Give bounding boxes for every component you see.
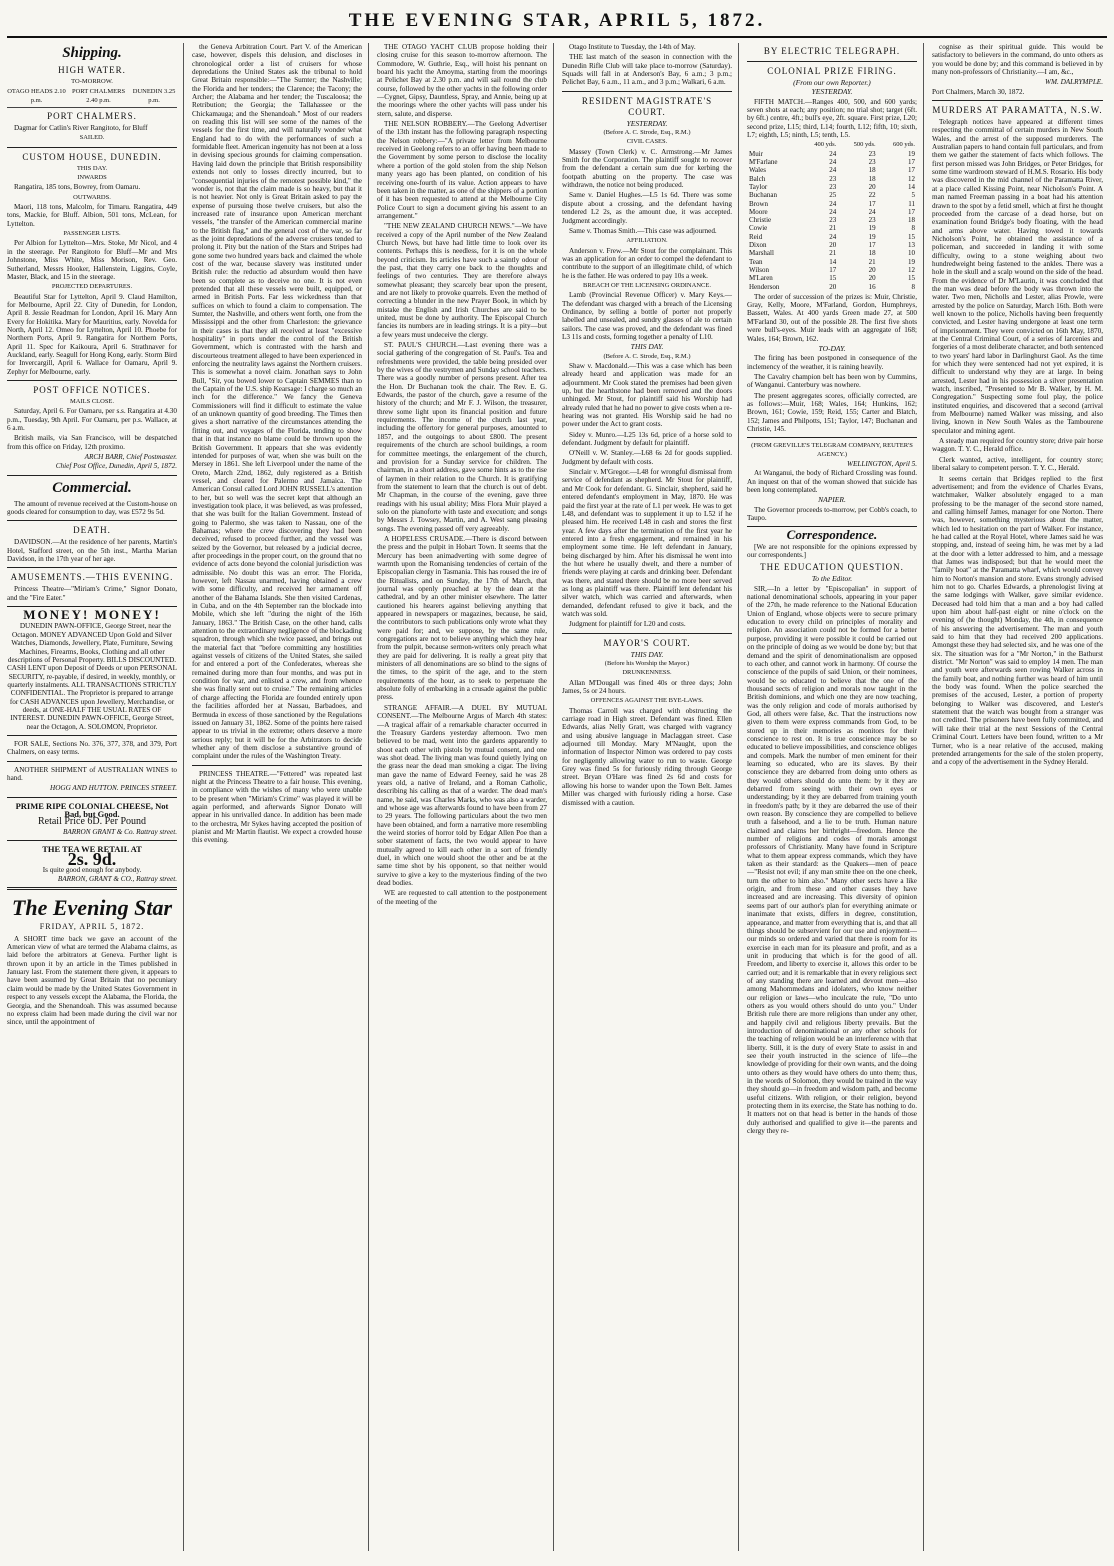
score-value: 24 bbox=[829, 166, 837, 175]
church-news-paragraph: "THE NEW ZEALAND CHURCH NEWS."—We have received a copy of the April number of the New Zealand Church News, but have had little time to look over its contents. Perhaps this is needless, for it is on the whole beyond criticism. Its articles have such a saintly odour of the past, that they carry one back to the thoughts and feelings of two centuries. They are therefore always somewhat pleasant; they scarcely bear upon the present, and are not likely to provoke quarrels. Even the method of correcting a blunder in the new Prayer Book, in which by mistake the English and Irish Churches are said to be united, must be done by authority. The Episcopal Church fancies its numbers are in leading strings. It is a pity—but a few years must undeceive the clergy. bbox=[377, 222, 547, 339]
divider bbox=[562, 633, 732, 634]
post-office-text-2: British mails, via San Francisco, will be despatched from this office on Friday, 12th proximo. bbox=[7, 434, 177, 451]
score-name: Brown bbox=[749, 199, 769, 208]
this-day-heading: THIS DAY. bbox=[630, 342, 664, 352]
score-name: Wales bbox=[749, 166, 766, 175]
column-5 bbox=[747, 43, 924, 1551]
yacht-club-paragraph: THE OTAGO YACHT CLUB propose holding their closing cruise for this season to-morrow afternoon. The Commodore, W. Guthrie, Esq., will hoist his pennant on board his yacht the Amoyma, starting from the moorings at Pelichet Bay at 2.30 p.m. and will sail round the club course, followed by the other yachts in the following order—Cygnet, Gipsy, Dauntless, Spray, and Annie, being up at the moorings where the other yachts will pass under his stern, salute, and disperse. bbox=[377, 43, 547, 118]
score-value: 24 bbox=[829, 149, 837, 158]
napier-dateline: NAPIER. bbox=[818, 495, 846, 505]
score-row bbox=[747, 224, 917, 232]
score-header: 500 yds. bbox=[853, 141, 876, 149]
score-name: Marshall bbox=[749, 249, 774, 258]
letter-continued: cognise as their spiritual guide. This would be satisfactory to believers in the command, do unto others as you would be done by; and this command is believed in by many non-professors of Christianity.—I am, &c., bbox=[932, 43, 1103, 77]
divider bbox=[7, 761, 177, 762]
score-row bbox=[747, 266, 917, 274]
cheese-ad-price: Retail Price 6D. Per Pound bbox=[37, 816, 147, 828]
reporter-credit: (From our own Reporter.) bbox=[793, 78, 871, 87]
court-case: Same v. Daniel Hughes.—L5 1s 6d. There was some dispute about a crossing, and the defendant having tendered L2 2s, as the amount due, it was accepted. Judgment accordingly. bbox=[562, 191, 732, 225]
murders-heading: MURDERS AT PARAMATTA, N.S.W. bbox=[932, 105, 1103, 116]
post-office-heading: POST OFFICE NOTICES. bbox=[33, 384, 151, 395]
score-value: 17 bbox=[829, 265, 837, 274]
divider bbox=[7, 567, 177, 568]
score-row bbox=[747, 166, 917, 174]
column-1 bbox=[7, 43, 184, 1551]
score-name: M'Laren bbox=[749, 274, 773, 283]
score-header: 400 yds. bbox=[814, 141, 837, 149]
court-case: Sidey v. Munro.—L25 13s 6d, price of a horse sold to defendant. Judgment by default for plaintiff. bbox=[562, 430, 732, 448]
columns bbox=[7, 43, 1107, 1551]
rm-court-heading: RESIDENT MAGISTRATE'S COURT. bbox=[581, 95, 713, 117]
this-day-label: THIS DAY. bbox=[76, 164, 108, 172]
outwards-label: OUTWARDS. bbox=[73, 193, 111, 201]
score-table bbox=[747, 141, 917, 290]
high-water-heading: HIGH WATER. bbox=[58, 65, 126, 75]
projected-text: Beautiful Star for Lyttelton, April 9. Claud Hamilton, for Melbourne, April 22. City of Dunedin, for London, April 8. Jessie Readman for London, April 16. Mary Ann Every for Hokitika. Mary for Mauritius, early. Novelda for North, April 12. Omeo for Lyttelton, April 10. Phoebe for Northern Ports, April 9. Rangatira for Northern Ports, April 11. Spec for Kaikoura, April 6. Strathnaver for Auckland, early. Seagull for Hong Kong, early. Storm Bird for Invercargill, April 6. Wallace for Oamaru, April 9. Zephyr for Melbourne, early. bbox=[7, 292, 177, 376]
divider bbox=[7, 887, 177, 890]
score-value: 19 bbox=[908, 257, 915, 266]
score-value: 15 bbox=[908, 232, 915, 241]
score-value: 20 bbox=[868, 274, 876, 283]
score-name: Reid bbox=[749, 232, 763, 241]
score-header-row bbox=[747, 141, 917, 149]
score-value: 14 bbox=[908, 182, 915, 191]
score-value: 8 bbox=[911, 224, 915, 233]
score-value: 20 bbox=[868, 265, 876, 274]
score-name: Dixon bbox=[749, 241, 767, 250]
score-value: 17 bbox=[908, 158, 915, 167]
for-sale-ad: FOR SALE, Sections No. 376, 377, 378, and 379, Port Chalmers, on easy terms. bbox=[7, 739, 177, 757]
divider bbox=[192, 765, 362, 766]
score-value: 21 bbox=[829, 249, 837, 258]
score-row bbox=[747, 233, 917, 241]
score-value: 23 bbox=[829, 182, 837, 191]
score-value: 15 bbox=[829, 274, 837, 283]
murders-text: Clerk wanted, active, intelligent, for country store; liberal salary to competent person. T. Y. C., Herald. bbox=[932, 455, 1103, 473]
breach-label: BREACH OF THE LICENSING ORDINANCE. bbox=[583, 281, 711, 289]
strange-affair-paragraph: STRANGE AFFAIR.—A DUEL BY MUTUAL CONSENT.—The Melbourne Argus of March 4th states:—A tragical affair of a remarkable character occurred in the Treasury Gardens yesterday afternoon. Two men believed to be mad, went into the gardens apparently to shoot each other with pistols by mutual consent, and one was shot dead. The living man was found quietly lying on the grass near the dead man smoking a cigar. The living man gave the name of Edward Feeney, said he was 28 years old, a native of Ireland, and a Roman Catholic, describing his calling as that of a warder. The dead man's name, he said, was Charles Marks, who was also a warder, and whose age was afterwards found to have been from 27 to 29 years. The following particulars about the two men have been obtained, and form a narrative more resembling the weird stories of horror told by Edgar Allen Poe than a sober statement of facts, the two would appear to have mutually agreed to kill each other in a sort of friendly duel, in which one would shoot the other and be at the same time shot by his opponent, so that neither would survive to give a key to the mysterious finding of the two dead bodies. bbox=[377, 703, 547, 888]
court-case: Same v. Thomas Smith.—This case was adjourned. bbox=[569, 226, 717, 235]
score-row bbox=[747, 183, 917, 191]
today-text: The present aggregates scores, officially corrected, are as follows:—Muir, 168; Wales, 164; Hunkins, 162; Brown, 161; Cowie, 159; Reid, 155; Carter and Blatch, 152; James and Philpotts, 151; Taylor, 147; Buchanan and Christie, 145. bbox=[747, 391, 917, 433]
court-case: Sinclair v. M'Gregor.—L48 for wrongful dismissal from service of defendant as shepherd. Mr Stout for plaintiff, and Mr Cook for defendant. G. Sinclair, shepherd, said he entered defendant's employment in May, 1870. He was paid the first year at the rate of L1 per week. He was to get L48, and defendant was to supplement it up to L52 if he pleased him. He received L48 in cash and stores the first year. A few days after the termination of the first year he entered into a fresh engagement, and remained in his employment some time. He left defendant in January, being discharged by him. After his dismissal he went into the hut where he usually dwelt, and there a number of friends were playing at cards and drinking beer. Defendant was there, and stated there should be no more beer served as long as plaintiff was there. Plaintiff lent defendant his silver watch, which was carried and afterwards, when demanded, defendant refused to give it back, and the watch was sold. bbox=[562, 468, 732, 618]
murders-text: A steady man required for country store; drive pair horse waggon. T. Y. C., Herald office. bbox=[932, 437, 1103, 454]
score-name: Tean bbox=[749, 257, 763, 266]
drunkenness-text: Allan M'Dougall was fined 40s or three days; John James, 5s or 24 hours. bbox=[562, 678, 732, 696]
divider bbox=[932, 100, 1103, 101]
amusements-heading: AMUSEMENTS.—THIS EVENING. bbox=[10, 572, 174, 583]
tea-ad-text: Is quite good enough for anybody. bbox=[42, 865, 142, 874]
institute-continued: Otago Institute to Tuesday, the 14th of May. bbox=[569, 43, 696, 51]
rm-court-before: (Before A. C. Strode, Esq., R.M.) bbox=[603, 129, 691, 137]
yesterday-label: YESTERDAY. bbox=[811, 87, 853, 97]
score-value: 11 bbox=[908, 199, 915, 208]
score-value: 17 bbox=[868, 241, 876, 250]
leader-continued: the Geneva Arbitration Court. Part V. of the American case, however, dispels this delusion, and discloses in chronological order a list of cruisers for whose depredations the United States ask the tribunal to hold Great Britain responsible:—"The Sumter; the Nashville; the Florida and her tenders; the Clarence; the Tacony; the Archer; the Alabama and her tender; the Tuscaloosa; the Retribution; the Georgia; the Tallahassee or the Chickamauga; and the Shenandoah." Most of our readers on reading this list will see some of the names of the vessels for the first time, and will naturally wonder what England had to do with the performances of such a formidable fleet. American ingenuity has not been at a loss in devising specious grounds for claiming compensation. Having laid down the principle that British responsibility extends not only to losses directly incurred, but to "consequential injuries of the remotest possible kind," the wonder is, not that the claim made is so heavy, but that it is not heavier. Not only is Great Britain asked to pay the expense of pursuing those twelve cruisers, but also the increased rate of insurance upon American merchant vessels, "the transfer of the American commercial marine to the British flag," and the general cost of the war, so far as the joint depredations of the adverse cruisers tended to prolong it. Pity but the nation of the Stars and Stripes had gone some two hundred years back and claimed the whole cost of the war, because slavery was instituted under British rule: the reductio ad absurdum would then have been so complete as to deceive no one. It is not even pretended that all these vessels were built, equipped, or armed in British Ports. Far less wickedness than that suffices on which to found a claim to compensation. The Sumter, the Nashville, and others went forth, one from the Mississippi and the other from Charleston: the grievance in their cases is that they all received at least "excessive hospitality" in ports under the control of the British Government, which is contrasted with the harsh and discourteous treatment alleged to have been experienced in enforcing the neutrality laws against the Northern cruisers. This is somewhat a novel claim. Jonathan says to John Bull, "Sir, you bowed lower to Captain SEMMES than to the Captain of the U.S. ship Kearsage: I charge so much an inch for the difference." We fancy the Geneva Commissioners will find it difficult to estimate the value of an unknown quantity of good breeding. The Times then gives a short narrative of the circumstances attending the fitting out, and voyages of the Florida, tending to show that in that instance no blame could be thrown upon the British Government. It appears that she was evidently intended for purposes of war, when she was built on the Mersey in 1861. She left Liverpool under the name of the Oreto, March 22nd, 1862, duly registered as a British vessel, and cleared for Palermo and Jamaica. The American Consul called Lord JOHN RUSSELL's attention to her, but so well was the secret kept that although an investigation took place, it was believed, as was professed, that she was built for the Italian Government. Instead of going to Palermo, she was taken to Nassau, one of the Bahamas; where the crew discovering they had been deceived, refused to proceed further, and the vessel was seized by the Governor, but released by a judicial decree, after proceedings in the proper court, on the ground that no evidence of acts done beyond the colonial jurisdiction was admissible. No doubt this was an error. The Florida, however, left Nassau unarmed, having obtained a crew with some difficulty, and received her armament off another of the Bahama Islands. She then visited Cardenas, in Cuba, and on the 4th September ran the blockade into Mobile, which she left "during the night of the 16th January, 1863." The British Case, on the other hand, calls attention to the extraordinary negligence of the blockading squadron, through which she twice passed, and brings out the material fact that "before committing any hostilities against vessels of citizens of the United States, she sailed for and entered a port of the Confederates, whereas she remained during more than four months, and was put in condition for war, and enlisted a crew, and from whence she was finally sent out to cruise." The remaining articles of charge affecting the Florida are founded entirely upon the facilities afforded her at Nassau, Barbadoes, and Bermuda in excess of those sanctioned by the Regulations issued on January 31, 1862. Some of the points here raised appear to us trivial in the extreme; others deserve a more serious reply; but it will be for the Arbitrators to decide whether any of them disclose a substantive ground of complaint under the rules of the Washington Treaty. bbox=[192, 43, 362, 761]
divider bbox=[7, 797, 177, 798]
score-value: 13 bbox=[908, 241, 915, 250]
passenger-label: PASSENGER LISTS. bbox=[63, 230, 121, 238]
score-name: Henderson bbox=[749, 282, 780, 291]
column-3 bbox=[377, 43, 554, 1551]
today-heading: TO-DAY. bbox=[818, 343, 846, 353]
score-row bbox=[747, 258, 917, 266]
score-value: 15 bbox=[908, 274, 915, 283]
affiliation-text: Anderson v. Frew.—Mr Stout for the complainant. This was an application for an order to compel the defendant to contribute to the support of an illegitimate child, of which he is the father. He was ordered to pay 10s a week. bbox=[562, 246, 732, 280]
score-value: 21 bbox=[868, 257, 876, 266]
score-value: 16 bbox=[868, 282, 876, 291]
correspondence-note: [We are not responsible for the opinions expressed by our correspondents.] bbox=[747, 542, 917, 560]
custom-house-heading: CUSTOM HOUSE, DUNEDIN. bbox=[22, 151, 162, 162]
letter-signature: WM. DALRYMPLE. bbox=[1045, 78, 1103, 87]
nelson-robbery-paragraph: THE NELSON ROBBERY.—The Geelong Advertiser of the 13th instant has the following paragraph respecting the Nelson robbery:—"A private letter from Melbourne received in Geelong refers to an offer having been made to the Government by some person to disclose the locality where a portion of the gold stolen from the ship Nelson many years ago has been planted, on condition of his receiving one-fourth of its value. Action appears to have been taken in the matter, as one of the shippers of a portion of it has been requested to attend at the Melbourne City Police Court to sign a document giving his assent to an arrangement." bbox=[377, 120, 547, 220]
score-value: 12 bbox=[908, 265, 915, 274]
score-value: 22 bbox=[868, 191, 876, 200]
bylaws-label: OFFENCES AGAINST THE BYE-LAWS. bbox=[590, 697, 704, 705]
score-value: 17 bbox=[908, 207, 915, 216]
score-value: 19 bbox=[908, 149, 915, 158]
column-2 bbox=[192, 43, 369, 1551]
outwards-text: Maori, 118 tons, Malcolm, for Timaru. Rangatira, 449 tons, Mackie, for Bluff. Albion, 501 tons, McLean, for Lyttelton. bbox=[7, 203, 177, 228]
wellington-text: At Wanganui, the body of Richard Crossling was found. An inquest on that of the woman showed that suicide has been long contemplated. bbox=[747, 469, 917, 495]
score-value: 23 bbox=[868, 216, 876, 225]
paper-date: FRIDAY, APRIL 5, 1872. bbox=[39, 922, 145, 932]
score-value: 21 bbox=[829, 224, 837, 233]
score-row bbox=[747, 241, 917, 249]
bylaws-text: Thomas Carroll was charged with obstructing the carriage road in High street. Defendant was fined. Ellen Edwards, alias Nelly Gratt, was charged with vagrancy and using abusive language in Maclaggan street. Case adjourned till Monday. Mary M'Naught, upon the information of Inspector Nimon was ordered to pay costs for negligently allowing water to run to waste. George Grey was fined 5s for furiously riding through George street. Bryan O'Hare was fined 2s 6d and costs for allowing his horse to wander upon the Town Belt. James Miller was charged with furiously riding a horse. Case dismissed with a caution. bbox=[562, 706, 732, 807]
divider bbox=[7, 520, 177, 521]
projected-label: PROJECTED DEPARTURES. bbox=[51, 283, 133, 291]
mayors-court-before: (Before his Worship the Mayor.) bbox=[604, 660, 690, 667]
high-water-sub: TO-MORROW. bbox=[71, 78, 113, 85]
paper-title: The Evening Star bbox=[11, 895, 173, 921]
tide-port-chalmers: PORT CHALMERS 2.40 p.m. bbox=[71, 88, 126, 104]
score-name: Cowie bbox=[749, 224, 768, 233]
score-value: 19 bbox=[868, 224, 876, 233]
score-row bbox=[747, 200, 917, 208]
divider bbox=[7, 735, 177, 736]
score-row bbox=[747, 283, 917, 291]
wellington-dateline: WELLINGTON, April 5. bbox=[846, 459, 917, 468]
passenger-text: Per Albion for Lyttelton—Mrs. Stoke, Mr Nicol, and 4 in the steerage. Per Rangitoto for Bluff—Mr and Mrs Johnstone, Miss White, Miss Morison, Rev. Geo. Sutherland, Messrs Hooker, Hallenstein, Liggins, Coyle, Master, Black, and 15 in the steerage. bbox=[7, 239, 177, 281]
amusements-text: Princess Theatre—"Miriam's Crime," Signor Donato, and the "Fire Eater." bbox=[7, 585, 177, 602]
post-office-text: Saturday, April 6. For Oamaru, per s.s. Rangatira at 4.30 p.m., Tuesday, 9th April. For Oamaru, per p.s. Wallace, at 6 a.m. bbox=[7, 407, 177, 432]
score-value: 23 bbox=[829, 174, 837, 183]
commercial-text: The amount of revenue received at the Custom-house on goods cleared for consumption to day, was £572 9s 5d. bbox=[7, 499, 177, 517]
murders-text: It seems certain that Bridges replied to the first advertisement; and from the evidence of Charles Evans, watchmaker, Walker absolutely engaged to a man professing to be the manager of the second store named, and calling himself James, manager for one Norton. There was, however, something mysterious about the matter, which led to hesitation on the part of Walker. For instance, he had called at the Royal Hotel, where James said he was stopping, and, instead of seeing him, he was met by a lad at the door with a letter addressed to him, and a message that James was indisposed; but that he would meet the "family boat" at the Paramatta wharf, which would convey him to Norton's mansion and store. Evans strongly advised him not to go. Charles Edwards, a phrenologist living at the same lodgings with Walker, gave similar evidence. Deceased had told him that a man and a boy had called upon him about half-past eight or nine o'clock on the evening of (he thought) Monday, the 4th, in consequence of his answering the advertisement. The man and youth said to him that they had received 200 applications. Amongst these they had selected six, and he was one of the six. The situation was for a "Mr Norton," in the Bathurst district. "Mr Norton" was said to employ 14 men. The man and youth were afterwards seen rowing Walker across in the family boat, and nothing further was heard of him until the body was found. When the police searched the premises of the accused, Lester, a portion of property belonging to Walker was discovered, and Lester's statement that the watch was bought from a stranger was not credited. The prisoners have been fully committed, and will take their trial at the next Sessions of the Central Criminal Court. Letters have been found, written to a Mr Turner, who is a near relative of the accused, making pretended arrangements for the sale of the stolen property, and a copy of the advertisement in the Sydney Herald. bbox=[932, 474, 1103, 767]
newspaper-page bbox=[7, 6, 1107, 1554]
divider bbox=[7, 147, 177, 148]
score-header: 600 yds. bbox=[892, 141, 915, 149]
inwards-label: INWARDS bbox=[77, 174, 107, 182]
column-4 bbox=[562, 43, 739, 1551]
column-6 bbox=[932, 43, 1107, 1551]
score-row bbox=[747, 208, 917, 216]
tide-otago: OTAGO HEADS 2.10 p.m. bbox=[7, 88, 66, 104]
prize-order-text: The order of succession of the prizes is: Muir, Christie, Gray, Kelly, Moore, M'Farland, Gordon, Humphreys, Bassett, Wales. At 400 yards Green made 27, at 500 M'Farland 30, out of the possible 28. The first five shots were bull's-eyes. Muir leads with an aggregate of 168; Wales, 164; Brown, 162. bbox=[747, 292, 917, 343]
score-value: 24 bbox=[829, 207, 837, 216]
post-office-signature: ARCH BARR, Chief Postmaster. bbox=[84, 453, 177, 462]
civil-cases-label: CIVIL CASES. bbox=[626, 138, 668, 146]
score-value: 17 bbox=[868, 199, 876, 208]
court-case: O'Neill v. W. Stanley.—L68 6s 2d for goods supplied. Judgment by default with costs. bbox=[562, 449, 732, 466]
telegraph-heading: BY ELECTRIC TELEGRAPH. bbox=[763, 46, 901, 56]
prize-firing-heading: COLONIAL PRIZE FIRING. bbox=[767, 66, 897, 76]
score-name: Christie bbox=[749, 216, 772, 225]
score-row bbox=[747, 274, 917, 282]
death-text: DAVIDSON.—At the residence of her parents, Martin's Hotel, Stafford street, on the 5th inst., Martha Marian Davidson, in the 17th year of her age. bbox=[7, 538, 177, 564]
this-day-before: (Before A. C. Strode, Esq., R.M.) bbox=[603, 352, 691, 360]
notice-paragraph: WE are requested to call attention to the postponement of the meeting of the bbox=[377, 889, 547, 906]
score-value: 20 bbox=[829, 241, 837, 250]
divider bbox=[747, 437, 917, 438]
score-name: M'Farlane bbox=[749, 158, 778, 167]
score-value: 24 bbox=[829, 232, 837, 241]
score-row bbox=[747, 158, 917, 166]
mails-close-label: MAILS CLOSE. bbox=[69, 397, 115, 405]
score-value: 18 bbox=[868, 166, 876, 175]
murders-text: Telegraph notices have appeared at different times respecting the committal of certain murders in New South Wales, and the arrest of the supposed murderers. The Australian papers to hand contain full particulars, and from them we gather the statement of facts which follows. The first person missed was John Bridges, or Peter Bridges, for some time wardroom steward of H.M.S. Rosario. His body was discovered in the mid channel of the Paramatta River, at a place called Kissing Point, near Nicholson's Point. A man named Freeman passing in a boat had his attention drawn to the spot by a fetid smell, which at first he thought proceeded from the carcase of a dead horse, but on examination found Bridge's body floating, with the head and arms above water. Having towed it towards Nicholson's Point, he obtained the assistance of a policeman, and succeeded in landing it with some difficulty, owing to a stone weighing about two hundredweight being fastened to the ankles. There was a hole in the skull and a scalp wound on the side of the head. From the evidence of Dr M'Laurin, it was concluded that the man was dead before the body was thrown into the water. Two men, Nicholls and Lester, alias Prowle, were arrested by the police on Saturday, March 16th. Both were well known to the police, Nicholls having been frequently convicted, and Lester having undergone at least one term of imprisonment. They were convicted on 16th May, 1870, at the Central Criminal Court, of a series of larcenies and forgeries of a most deliberate character, and both sentenced to two years' hard labor in Darlinghurst Gaol. As the time for which they were sentenced had not yet expired, it is difficult to understand why they are at large. In being arrested, Lester had in his possession a silver presentation watch, inscribed, "Presented to Mr B. Walker, by H. M. Congregation." Suspecting some foul play, the police instituted enquiries, and discovered that a second (arrival from Melbourne) named Walker was missing, and also living, known in New South Wales as the Tambourene speculator and mining agent. bbox=[932, 118, 1103, 435]
score-value: 19 bbox=[868, 232, 876, 241]
death-heading: DEATH. bbox=[73, 525, 111, 536]
score-row bbox=[747, 216, 917, 224]
napier-text: The Governor proceeds to-morrow, per Cobb's coach, to Taupo. bbox=[747, 505, 917, 523]
hopeless-crusade-paragraph: A HOPELESS CRUSADE.—There is discord between the press and the pulpit in Hobart Town. It seems that the Mercury has been animadverting with some degree of warmth upon the Romanising tendencies of certain of the Episcopalian clergy in Tasmania. This has roused the ire of the Ritualists, and on Sunday, the 17th of March, that journal was openly preached at by the dean at the cathedral, and by an other minister elsewhere. The latter cautioned his hearers against believing anything that appeared in newspapers or magazines, because, he said, the contributors to such publications only wrote what they were paid for; and, we suppose, by the same rule, congregations are not to believe anything which they hear from the pulpit, because sermon-writers only preach what they are paid for delivering. It is really a great pity that ministers of all denominations are so blind to the signs of the times, to the spirit of the age, and to the stern requirements of the hour, as to seek to perpetuate the absolute folly of embarking in a crusade against the public press. bbox=[377, 534, 547, 702]
greville-credit: (FROM GREVILLE'S TELEGRAM COMPANY, REUTER'S AGENCY.) bbox=[751, 442, 913, 458]
score-value: 23 bbox=[829, 216, 837, 225]
score-name: Taylor bbox=[749, 182, 768, 191]
score-name: Muir bbox=[749, 149, 763, 158]
letter-dateline: Port Chalmers, March 30, 1872. bbox=[932, 87, 1025, 96]
divider bbox=[562, 91, 732, 92]
score-row bbox=[747, 175, 917, 183]
score-name: Moore bbox=[749, 207, 768, 216]
tea-ad-price: 2s. 9d. bbox=[67, 849, 117, 870]
st-pauls-paragraph: ST. PAUL'S CHURCH.—Last evening there was a social gathering of the congregation of St. Paul's. Tea and refreshments were provided, the table being presided over by the wives of the vestrymen and Sunday school teachers. There was a goodly number of persons present. After tea the Hon. Dr Buchanan took the chair. The Rev. E. G. Edwards, the pastor of the church, gave a resume of the history of the church; and Mr F. J. Wilson, the treasurer, threw some light upon its financial position and future requirements. The income of the church last year, including the offertory for general purposes, amounted to 1857, and the outgoings to about £800. The present requirements of the church are school buildings, a room for committee meetings, the enlargement of the church, and provision for a Sunday service for children. The chairman, in a short address, gave some hints as to the rise of laymen in their relation to the Church. It is gratifying from the statement to learn that the church is out of debt. Mr Chapman, in the course of the evening, gave three readings with his usual ability; Miss Flora Muir played a solo on the pianoforte with taste and execution; and songs by Messrs J. Towsey, Martin, and A. West sang pleasing songs. The evening passed off very agreeably. bbox=[377, 341, 547, 533]
shipping-heading: Shipping. bbox=[62, 45, 122, 61]
score-value: 8 bbox=[911, 282, 915, 291]
cheese-ad-heading: PRIME RIPE COLONIAL CHEESE, Not Bad, but Good. bbox=[15, 800, 169, 819]
inwards-text: Rangatira, 185 tons, Bowrey, from Oamaru. bbox=[14, 183, 141, 192]
post-office-signature-2: Chief Post Office, Dunedin, April 5, 1872. bbox=[55, 462, 177, 471]
mayors-court-day: THIS DAY. bbox=[630, 649, 664, 659]
court-case: Shaw v. Macdonald.—This was a case which has been already heard and application was made for an adjournment. Mr Cook stated the premises had been given up, but the hearthstone had been removed and the doors unhinged. Mr Stout, for plaintiff said his Worship had already ruled that he had no power to give costs when a re-hearing was not granted. His Worship said he had no power under the Act to grant costs. bbox=[562, 362, 732, 429]
score-value: 18 bbox=[868, 174, 876, 183]
breach-text: Lamb (Provincial Revenue Officer) v. Mary Keys.—The defendant was charged with a breach of the Licensing Ordinance, by selling a bottle of porter not properly labelled and unsealed, and sundry glasses of ale to certain sailors. The case was proved, and the defendant was fined L3 11s and costs, forming together a penalty of L10. bbox=[562, 291, 732, 341]
score-value: 23 bbox=[868, 158, 876, 167]
score-value: 18 bbox=[868, 249, 876, 258]
score-name: Buchanan bbox=[749, 191, 777, 200]
court-case: Judgment for plaintiff for L20 and costs. bbox=[569, 620, 686, 629]
wines-ad: ANOTHER SHIPMENT of AUSTRALIAN WINES to hand. bbox=[7, 765, 177, 782]
today-text: The firing has been postponed in consequence of the inclemency of the weather, it is raining heavily. bbox=[747, 354, 917, 371]
score-value: 18 bbox=[908, 216, 915, 225]
score-value: 5 bbox=[911, 191, 915, 200]
tide-dunedin: DUNEDIN 3.25 p.m. bbox=[132, 88, 176, 104]
score-value: 14 bbox=[829, 257, 837, 266]
education-letter: SIR,—In a letter by "Episcopalian" in support of national denominational schools, appearing in your paper of the 27th, he made reference to the National Education Union of England, whose objects were to secure primary education to every child on principles of morality and religion. An association could not be formed for a better purpose, providing it were possible it could be carried out on the principle of doing as we would be done by; but that demand and the spirit of denominationalism are opposed to each other, and cannot work in harmony. Of course the conscience of the pupils of said Union, or their nominees, would be so educated to believe that the one of the thousand sects of religion and morals now taught in the British dominions, and which one they are now teaching, was the only religion and code of morals authorised by God, all others were false, &c. That the instructions now given to them were express commands from God, to be stored up in their memories as monitors for their conscience to rest on. It is true conscience may be so educated to believe impossibilities, and conscience obliges and compels. Mark the number of men eminent for their learning so educated, who are its slaves. By their conscience they are debarred from doing unto others as they would others should do unto them: by it they are debarred from seeing with their own eyes or understanding; by it they are debarred from training youth in freedom's path; by it they are debarred the use of their own reason. By conscience they are compelled to believe truth a falsehood, and a lie to be truth. Human nature claimed and claims her birthright—freedom. Hence the number of religions and codes of morals amongst professors of Christianity. Many have found in Scripture what to them appear express commands, which they have taken as their standard: as the Quakers—men of peace—"Resist not evil; if any man smite thee on the one cheek, turn the other to him also." Many other sects have a like origin, and from these and other causes they have increased and are increasing. This diversity of opinion seems part of our author's plan for everything animate or inanimate that exists, differs in degree, constitution, appearance, and matter from everything that is, and that all things should be subservient for our use and enjoyment—our minds so ordered and varied that there is room for its exercise in each man for its pleasure and profit, and as a unit in producing that which is for the good of all. Freedom, and liberty to exercise it, allows this order to be carried out; and it is remarkable that in every religious sect of any standing there are learned and devout men—also among Mahommedans and idolaters, who know neither our religion or laws—who inculcate the rule, "Do unto others as you would others should do unto you." Under British rule there are more religions than under any other, and happily civil and religious liberty prevails. But the introduction of denominational or any other schools for the teaching of religion would be an interference with that liberty. Still, it is the duty of every State to assist in and see their youth instructed in the science of life—the knowledge of providing for their own wants, and the doing unto others as they would have others do unto them; thus, in the words of Solomon, they would be trained in the way they should go—in freedom and wisdom path, and become useful citizens. With religion, or their religion, beyond protecting them in its exercise, the State has nothing to do. It matters not on that head is better in the hands of those duly authorised and qualified to give it—the parents and clergy they re- bbox=[747, 584, 917, 1136]
divider bbox=[7, 380, 177, 381]
score-value: 24 bbox=[868, 207, 876, 216]
tea-ad-signature: BARRON, GRANT & CO., Rattray street. bbox=[57, 875, 177, 884]
score-value: 12 bbox=[908, 174, 915, 183]
score-row bbox=[747, 150, 917, 158]
score-name: Wilson bbox=[749, 265, 769, 274]
divider bbox=[7, 475, 177, 476]
score-row bbox=[747, 249, 917, 257]
score-name: Balch bbox=[749, 174, 766, 183]
score-value: 20 bbox=[829, 282, 837, 291]
today-text: The Cavalry champion belt has been won by Cummins, of Wanganui. Canterbury was nowhere. bbox=[747, 372, 917, 390]
divider bbox=[7, 840, 177, 841]
to-editor-label: To the Editor. bbox=[811, 574, 853, 584]
drunkenness-label: DRUNKENNESS. bbox=[622, 669, 672, 677]
port-chalmers-text: Dagmar for Catlin's River Rangitoto, for Bluff bbox=[14, 124, 148, 133]
score-value: 24 bbox=[829, 158, 837, 167]
score-header bbox=[747, 141, 799, 149]
money-ad-heading: MONEY! MONEY! bbox=[23, 607, 161, 623]
correspondence-heading: Correspondence. bbox=[786, 527, 878, 543]
tea-ad-heading: THE TEA WE RETAIL AT bbox=[42, 844, 142, 855]
education-heading: THE EDUCATION QUESTION. bbox=[760, 562, 904, 573]
score-value: 10 bbox=[908, 249, 915, 258]
score-value: 17 bbox=[908, 166, 915, 175]
score-value: 24 bbox=[829, 199, 837, 208]
score-value: 23 bbox=[868, 149, 876, 158]
score-value: 25 bbox=[829, 191, 837, 200]
pawn-office-ad: DUNEDIN PAWN-OFFICE, George Street, near the Octagon. MONEY ADVANCED Upon Gold and Silver Watches, Diamonds, Jewellery, Plate, Furniture, Sewing Machines, Firearms, Books, Clothing and all other descriptions of Personal Property. BILLS DISCOUNTED. CASH LENT upon Deposit of Deeds or upon PERSONAL SECURITY, re-payable, if desired, in weekly, monthly, or quarterly instalments. ALL TRANSACTIONS STRICTLY CONFIDENTIAL. The Proprietor is prepared to arrange for CASH ADVANCES upon Jewellery, Merchandise, or deeds, at ONE-HALF THE USUAL RATES OF INTEREST. DUNEDIN PAWN-OFFICE, George Street, near the Octagon, A. SOLOMON, Proprietor. bbox=[7, 622, 177, 731]
princess-theatre-paragraph: PRINCESS THEATRE.—"Fettered" was repeated last night at the Princess Theatre to a fair house. This evening, in compliance with the wishes of many who were unable to be present when "Miriam's Crime" was played it will be again performed, and afterwards Signor Donato will appear in his unrivalled dance. In addition has been made to the orchestra, Mr Sykes having accepted the position of pianist and Mr Martin flautist. We expect a crowded house this evening. bbox=[192, 769, 362, 845]
tide-table bbox=[7, 88, 177, 108]
cheese-ad-signature: BARRON GRANT & Co. Rattray street. bbox=[63, 827, 177, 836]
divider bbox=[747, 61, 917, 62]
leader-text: A SHORT time back we gave an account of the American view of what are termed the Alabama claims, as laid before the arbitrators at Geneva. Further light is thrown upon it by an article in the Times published in January last. From the statement there given, it appears to have been assumed by Great Britain that no pecuniary claim would be made by the United States Government in respect to any vessels except the Alabama, the Florida, the Georgia, and the Shenandoah. This was assumed because no express claim had been made during the civil war nor since, until the appointment of bbox=[7, 934, 177, 1027]
rifle-match-paragraph: THE last match of the season in connection with the Dunedin Rifle Club will take place to-morrow (Saturday). Squads will fall in at Anderson's Bay, 6 a.m.; 3 p.m.; Pelichet Bay, 6 a.m., 11 a.m., and 3 p.m.; Walkari, 6 a.m. bbox=[562, 53, 732, 87]
commercial-heading: Commercial. bbox=[52, 479, 132, 496]
wines-ad-signature: HOGG AND HUTTON. PRINCES STREET. bbox=[50, 784, 177, 793]
score-row bbox=[747, 191, 917, 199]
masthead: THE EVENING STAR, APRIL 5, 1872. bbox=[7, 6, 1107, 38]
rm-court-day: YESTERDAY. bbox=[626, 118, 668, 128]
score-body bbox=[747, 150, 917, 291]
sailed-heading: SAILED. bbox=[79, 134, 105, 142]
score-value: 20 bbox=[868, 182, 876, 191]
fifth-match-text: FIFTH MATCH.—Ranges 400, 500, and 600 yards; seven shots at each; any position; no trial shot; target (6ft. by 6ft.) centre, 4ft.; bull's eye, 2ft. square. First prize, L20; second prize, L15; third, L14; fourth, L12; fifth, 10; sixth, L7; eighth, L5; ninth, L5; tenth, L5. bbox=[747, 97, 917, 140]
court-case: Massey (Town Clerk) v. C. Armstrong.—Mr James Smith for the Corporation. The plaintiff sought to recover from the defendant a certain sum due for kerbing the footpath abutting on the property. The case was withdrawn, the notice not being produced. bbox=[562, 147, 732, 190]
mayors-court-heading: MAYOR'S COURT. bbox=[603, 637, 691, 648]
affiliation-label: AFFILIATION. bbox=[626, 237, 668, 245]
port-chalmers-heading: PORT CHALMERS. bbox=[47, 111, 137, 122]
